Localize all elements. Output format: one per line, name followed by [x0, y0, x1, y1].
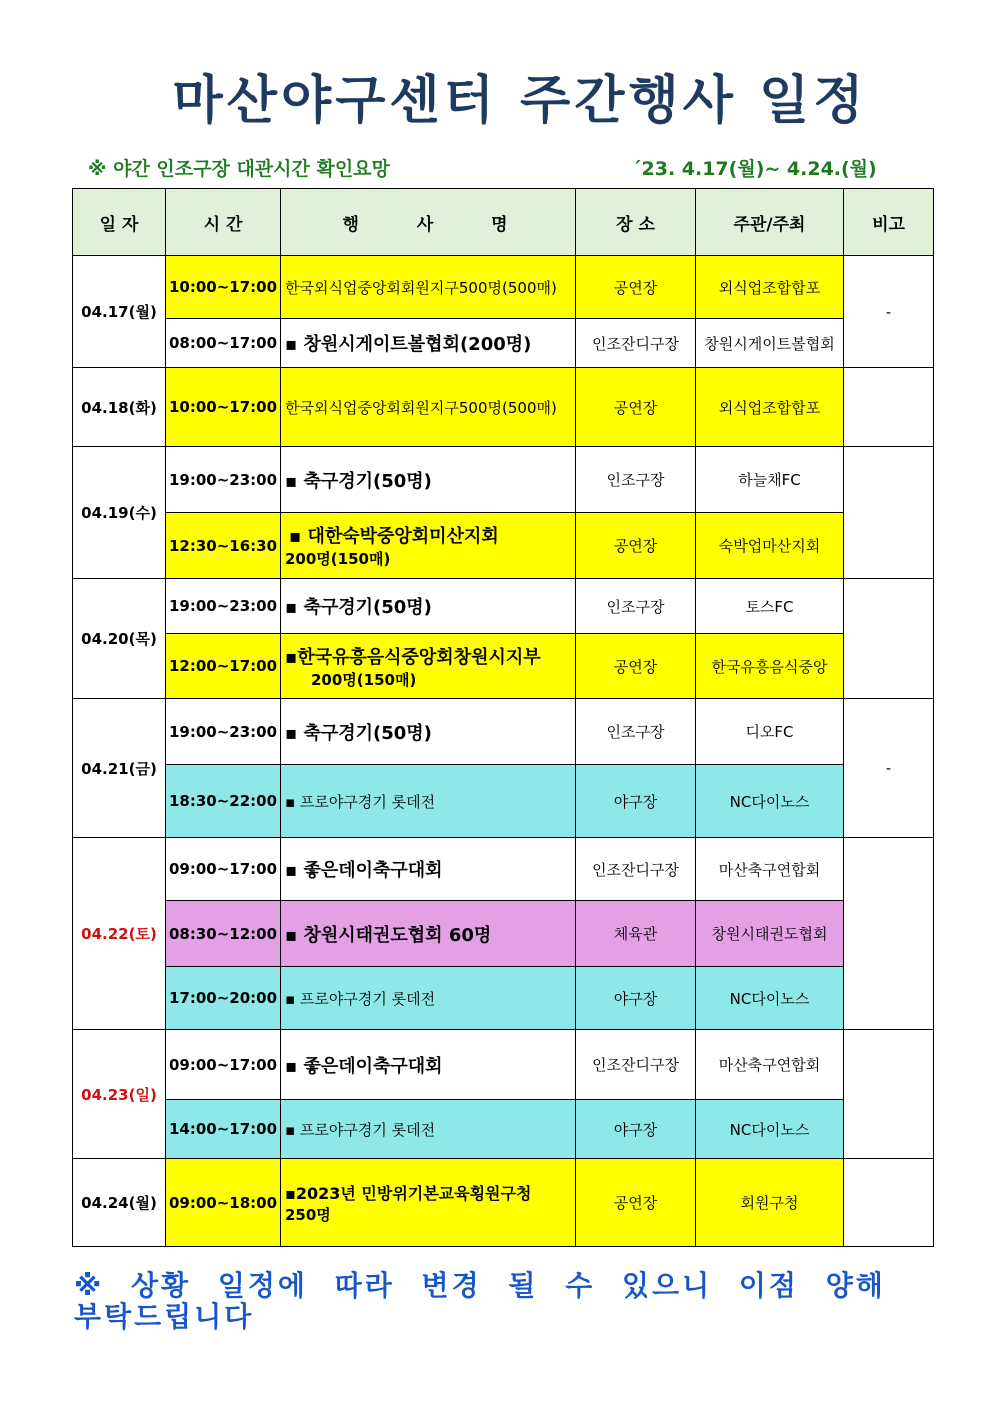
host-cell: 마산축구연합회	[696, 1030, 844, 1100]
table-row	[73, 513, 934, 579]
host-cell: 마산축구연합회	[696, 838, 844, 901]
date-cell: 04.23(일)	[73, 1030, 166, 1159]
event-cell: ▪ 축구경기(50명)	[281, 699, 576, 765]
header-note: 비고	[844, 189, 934, 256]
host-cell: NC다이노스	[696, 1100, 844, 1159]
time-cell: 14:00~17:00	[166, 1100, 281, 1159]
time-cell: 10:00~17:00	[166, 368, 281, 447]
host-cell: 외식업조합합포	[696, 368, 844, 447]
place-cell: 인조구장	[576, 699, 696, 765]
table-row	[73, 579, 934, 634]
event-sub: 200명(150매)	[311, 670, 417, 689]
place-cell: 공연장	[576, 368, 696, 447]
event-cell: ▪ 프로야구경기 롯데전	[281, 765, 576, 838]
header-place: 장 소	[576, 189, 696, 256]
place-cell: 야구장	[576, 765, 696, 838]
place-cell: 인조구장	[576, 579, 696, 634]
table-row	[73, 967, 934, 1030]
place-cell: 공연장	[576, 634, 696, 699]
date-cell: 04.17(월)	[73, 256, 166, 368]
table-row	[73, 901, 934, 967]
event-sub: 200명(150매)	[285, 550, 391, 568]
event-cell: ▪ 창원시게이트볼협회(200명)	[281, 319, 576, 368]
place-cell: 공연장	[576, 1159, 696, 1247]
time-cell: 08:30~12:00	[166, 901, 281, 967]
note-cell	[844, 447, 934, 579]
note-cell	[844, 838, 934, 1030]
time-cell: 19:00~23:00	[166, 447, 281, 513]
time-cell: 12:00~17:00	[166, 634, 281, 699]
table-row	[73, 699, 934, 765]
header-event: 행 사 명	[281, 189, 576, 256]
event-cell: ▪ 축구경기(50명)	[281, 447, 576, 513]
host-cell: 회원구청	[696, 1159, 844, 1247]
note-cell	[844, 579, 934, 699]
date-cell: 04.19(수)	[73, 447, 166, 579]
time-cell: 12:30~16:30	[166, 513, 281, 579]
place-cell: 인조잔디구장	[576, 838, 696, 901]
event-sub: 250명	[285, 1205, 331, 1224]
note-cell	[844, 1159, 934, 1247]
time-cell: 17:00~20:00	[166, 967, 281, 1030]
event-title: ▪2023년 민방위기본교육횡원구청	[285, 1183, 532, 1203]
date-cell: 04.21(금)	[73, 699, 166, 838]
date-cell: 04.20(목)	[73, 579, 166, 699]
place-cell: 야구장	[576, 1100, 696, 1159]
event-cell: 한국외식업중앙회회원지구500명(500매)	[281, 368, 576, 447]
place-cell: 인조잔디구장	[576, 1030, 696, 1100]
note-cell	[844, 368, 934, 447]
table-header-row	[73, 189, 934, 256]
host-cell: NC다이노스	[696, 967, 844, 1030]
event-cell: ▪ 창원시태권도협회 60명	[281, 901, 576, 967]
table-row	[73, 447, 934, 513]
note-cell	[844, 1030, 934, 1159]
event-cell: ▪ 좋은데이축구대회	[281, 1030, 576, 1100]
event-cell: ▪ 축구경기(50명)	[281, 579, 576, 634]
page-title: 마산야구센터 주간행사 일정	[172, 71, 868, 131]
host-cell: 창원시태권도협회	[696, 901, 844, 967]
time-cell: 09:00~17:00	[166, 838, 281, 901]
event-title: ▪ 대한숙박중앙회미산지회	[289, 526, 499, 547]
event-cell	[281, 1159, 576, 1247]
host-cell: 창원시게이트볼협회	[696, 319, 844, 368]
time-cell: 19:00~23:00	[166, 699, 281, 765]
time-cell: 09:00~18:00	[166, 1159, 281, 1247]
table-row	[73, 1159, 934, 1247]
period-text: ´23. 4.17(월)~ 4.24.(월)	[632, 158, 877, 180]
host-cell: 토스FC	[696, 579, 844, 634]
table-row	[73, 256, 934, 319]
date-cell: 04.24(월)	[73, 1159, 166, 1247]
host-cell: 디오FC	[696, 699, 844, 765]
table-row	[73, 1100, 934, 1159]
place-cell: 체육관	[576, 901, 696, 967]
event-cell: 한국외식업중앙회회원지구500명(500매)	[281, 256, 576, 319]
time-cell: 18:30~22:00	[166, 765, 281, 838]
event-cell	[281, 513, 576, 579]
notice-text: ※ 야간 인조구장 대관시간 확인요망	[88, 158, 390, 180]
host-cell: 외식업조합합포	[696, 256, 844, 319]
table-row	[73, 765, 934, 838]
host-cell: 한국유흥음식중앙	[696, 634, 844, 699]
event-title: ▪한국유흥음식중앙회창원시지부	[285, 646, 541, 668]
time-cell: 08:00~17:00	[166, 319, 281, 368]
date-cell: 04.22(토)	[73, 838, 166, 1030]
header-time: 시 간	[166, 189, 281, 256]
host-cell: NC다이노스	[696, 765, 844, 838]
footer-notice: ※ 상황 일정에 따라 변경 될 수 있으니 이점 양해 부탁드립니다	[74, 1269, 886, 1333]
table-row	[73, 1030, 934, 1100]
table-row	[73, 634, 934, 699]
header-host: 주관/주최	[696, 189, 844, 256]
time-cell: 19:00~23:00	[166, 579, 281, 634]
place-cell: 인조구장	[576, 447, 696, 513]
header-date: 일 자	[73, 189, 166, 256]
note-cell: -	[844, 256, 934, 368]
note-cell: -	[844, 699, 934, 838]
time-cell: 10:00~17:00	[166, 256, 281, 319]
event-cell	[281, 634, 576, 699]
place-cell: 공연장	[576, 513, 696, 579]
place-cell: 인조잔디구장	[576, 319, 696, 368]
time-cell: 09:00~17:00	[166, 1030, 281, 1100]
host-cell: 숙박업마산지회	[696, 513, 844, 579]
host-cell: 하늘채FC	[696, 447, 844, 513]
place-cell: 야구장	[576, 967, 696, 1030]
event-cell: ▪ 프로야구경기 롯데전	[281, 967, 576, 1030]
table-row	[73, 838, 934, 901]
table-row	[73, 368, 934, 447]
schedule-table	[72, 188, 934, 1247]
table-row	[73, 319, 934, 368]
place-cell: 공연장	[576, 256, 696, 319]
event-cell: ▪ 좋은데이축구대회	[281, 838, 576, 901]
event-cell: ▪ 프로야구경기 롯데전	[281, 1100, 576, 1159]
date-cell: 04.18(화)	[73, 368, 166, 447]
